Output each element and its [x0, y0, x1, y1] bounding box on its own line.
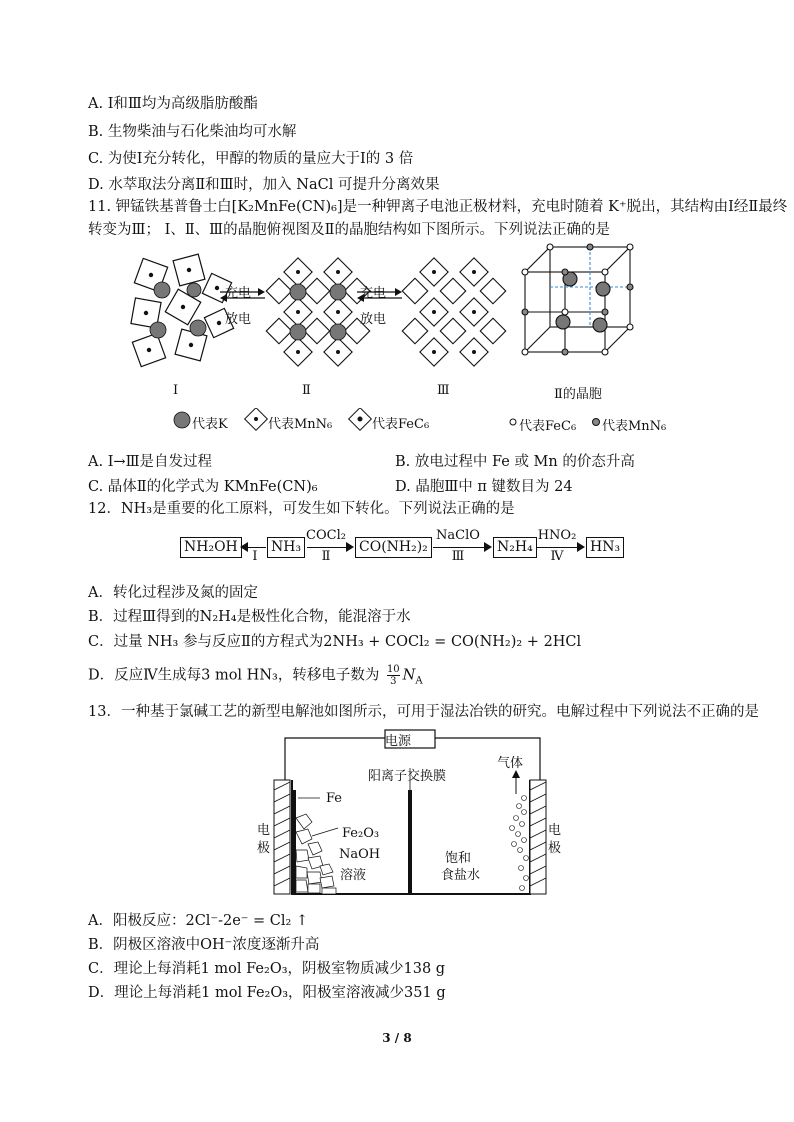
discharge-label-2: 放电: [360, 312, 387, 327]
q10-option-c: C. 为使Ⅰ充分转化，甲醇的物质的量应大于Ⅰ的 3 倍: [88, 151, 414, 167]
step-iv: Ⅳ: [550, 549, 564, 564]
q11-option-d: D. 晶胞Ⅲ中 π 键数目为 24: [395, 479, 573, 495]
q13-option-b: B．阴极区溶液中OH⁻浓度逐渐升高: [88, 937, 320, 953]
step-ii: Ⅱ: [321, 549, 331, 564]
structure-ii: [266, 258, 369, 366]
naoh-label: NaOH: [339, 847, 381, 862]
q12-option-d-text: D．反应Ⅳ生成每3 mol HN₃，转移电子数为: [88, 667, 380, 684]
box-hn3: HN₃: [586, 537, 624, 558]
arrow-iii: [433, 547, 485, 548]
discharge-label-1: 放电: [225, 312, 252, 327]
structure-i: [131, 254, 234, 367]
q12-option-b: B．过程Ⅲ得到的N₂H₄是极性化合物，能混溶于水: [88, 609, 411, 625]
step-iii: Ⅲ: [451, 549, 465, 564]
label-ii: Ⅱ: [302, 383, 311, 398]
q11-stem-2: 转变为Ⅲ； Ⅰ、Ⅱ、Ⅲ的晶胞俯视图及Ⅱ的晶胞结构如下图所示。下列说法正确的是: [88, 222, 611, 238]
gas-label: 气体: [497, 756, 524, 771]
cell-mnn6-icon: [593, 419, 600, 426]
left-electrode-label: 电极: [257, 823, 271, 856]
charge-label-1: 充电: [225, 286, 252, 301]
brine-label-2: 食盐水: [441, 868, 481, 883]
q13-option-a: A．阳极反应：2Cl⁻-2e⁻ = Cl₂ ↑: [88, 913, 309, 929]
power-label: 电源: [385, 734, 412, 749]
arrowhead-iii: [484, 542, 492, 552]
right-electrode-label: 电极: [548, 823, 562, 856]
q13-option-d: D．理论上每消耗1 mol Fe₂O₃，阳极室溶液减少351 g: [88, 985, 446, 1001]
q11-stem-1: 11. 钾锰铁基普鲁士白[K₂MnFe(CN)₆]是一种钾离子电池正极材料，充电时随着 K⁺脱出，其结构由Ⅰ经Ⅱ最终: [88, 199, 788, 215]
fe-label: Fe: [326, 791, 343, 806]
charge-label-2: 充电: [360, 286, 387, 301]
label-iii: Ⅲ: [437, 383, 450, 398]
reagent-naclo: NaClO: [436, 528, 480, 543]
q11-option-c: C. 晶体Ⅱ的化学式为 KMnFe(CN)₆: [88, 479, 318, 495]
avogadro-n: N: [402, 667, 416, 684]
q12-option-c: C．过量 NH₃ 参与反应Ⅱ的方程式为2NH₃ + COCl₂ = CO(NH₂)₂ + 2HCl: [88, 634, 582, 650]
step-i: Ⅰ: [252, 549, 258, 564]
box-nh3: NH₃: [267, 537, 305, 558]
label-i: Ⅰ: [173, 383, 179, 398]
brine-label-1: 饱和: [445, 851, 472, 866]
arrowhead-i: [240, 542, 248, 552]
legend-mnn6: 代表MnN₆: [268, 417, 333, 432]
label-ii-cell: Ⅱ的晶胞: [554, 387, 602, 402]
box-nh2oh: NH₂OH: [180, 537, 242, 558]
box-urea: CO(NH₂)₂: [355, 537, 432, 558]
arrowhead-iv: [577, 542, 585, 552]
gas-bubbles: [510, 796, 529, 891]
q10-option-a: A. Ⅰ和Ⅲ均为高级脂肪酸酯: [88, 96, 258, 112]
fec6-icon: [349, 408, 372, 430]
q13-option-c: C．理论上每消耗1 mol Fe₂O₃，阴极室物质减少138 g: [88, 961, 446, 977]
gas-arrow: [512, 770, 520, 778]
fraction-den: 3: [390, 676, 397, 687]
q11-option-b: B. 放电过程中 Fe 或 Mn 的价态升高: [395, 454, 635, 470]
arrow-ii: [307, 547, 347, 548]
q10-option-b: B. 生物柴油与石化柴油均可水解: [88, 124, 297, 140]
q11-option-a: A. Ⅰ→Ⅲ是自发过程: [88, 454, 213, 470]
reagent-hno2: HNO₂: [537, 528, 577, 543]
fe2o3-particles: [296, 814, 336, 894]
fe-layer: [292, 790, 296, 894]
q12-stem: 12．NH₃是重要的化工原料，可发生如下转化。下列说法正确的是: [88, 501, 515, 517]
box-n2h4: N₂H₄: [493, 537, 537, 558]
mnn6-icon: [245, 408, 268, 430]
avogadro-sub: A: [415, 675, 423, 687]
naoh-label-2: 溶液: [340, 868, 367, 883]
arrow-iv: [536, 547, 578, 548]
q12-option-a: A．转化过程涉及氮的固定: [88, 585, 258, 601]
structure-iii: [402, 258, 505, 366]
q10-option-d: D. 水萃取法分离Ⅱ和Ⅲ时，加入 NaCl 可提升分离效果: [88, 177, 440, 193]
q12-option-d: [88, 664, 423, 691]
reagent-cocl2: COCl₂: [306, 528, 346, 543]
page-number: 3 / 8: [382, 1031, 412, 1045]
cell-fec6-icon: [510, 419, 516, 425]
arrowhead-ii: [346, 542, 354, 552]
fe2o3-label: Fe₂O₃: [342, 826, 380, 841]
legend-fec6: 代表FeC₆: [372, 417, 430, 432]
k-ion-icon: [174, 412, 190, 428]
fraction-num: 10: [386, 664, 400, 675]
q13-stem: 13．一种基于氯碱工艺的新型电解池如图所示，可用于湿法冶铁的研究。电解过程中下列说法不正确的是: [88, 704, 759, 720]
legend-k: 代表K: [192, 417, 228, 432]
legend-cell-fec6: 代表FeC₆: [519, 419, 577, 434]
membrane-label: 阳离子交换膜: [368, 769, 447, 784]
legend-cell-mnn6: 代表MnN₆: [602, 419, 667, 434]
ii-unit-cell: [522, 244, 633, 355]
fraction: [387, 664, 400, 687]
